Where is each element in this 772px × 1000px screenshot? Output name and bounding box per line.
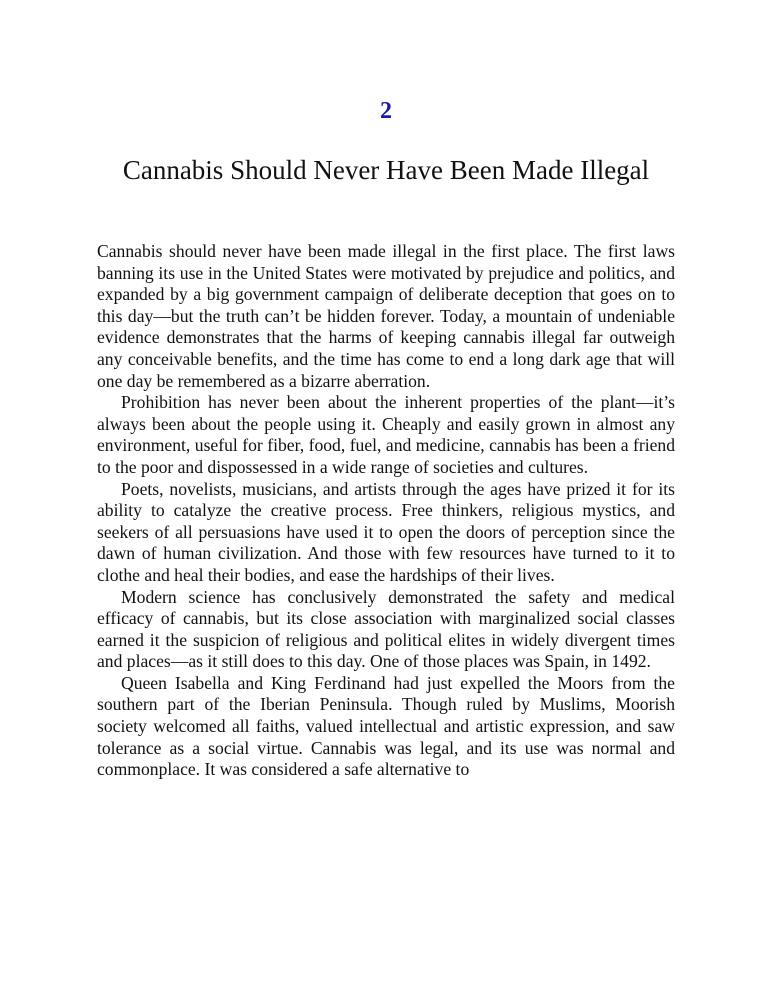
chapter-body: [97, 241, 675, 781]
paragraph: Prohibition has never been about the inherent properties of the plant—it’s always been about the people using it. Cheaply and easily grown in almost any environment, useful for fiber, food, fuel, and medicine, cannabis has been a friend to the poor and dispossessed in a wide range of societies and cultures.: [97, 392, 675, 477]
chapter-title: Cannabis Should Never Have Been Made Illegal: [122, 155, 650, 185]
paragraph: Queen Isabella and King Ferdinand had just expelled the Moors from the southern part of the Iberian Peninsula. Though ruled by Muslims, Moorish society welcomed all faiths, valued intellectual and artistic expression, and saw tolerance as a social virtue. Cannabis was legal, and its use was normal and commonplace. It was considered a safe alternative to: [97, 672, 675, 780]
paragraph: Poets, novelists, musicians, and artists through the ages have prized it for its ability to catalyze the creative process. Free thinkers, religious mystics, and seekers of all persuasions have used it to open the doors of perception since the dawn of human civilization. And those with few resources have turned to it to clothe and heal their bodies, and ease the hardships of their lives.: [97, 478, 675, 585]
paragraph: Cannabis should never have been made illegal in the first place. The first laws banning its use in the United States were motivated by prejudice and politics, and expanded by a big government campaign of deliberate deception that goes on to this day—but the truth can’t be hidden forever. Today, a mountain of undeniable evidence demonstrates that the harms of keeping cannabis illegal far outweigh any conceivable benefits, and the time has come to end a long dark age that will one day be remembered as a bizarre aberration.: [97, 241, 675, 391]
paragraph: Modern science has conclusively demonstrated the safety and medical efficacy of cannabis, but its close association with marginalized social classes earned it the suspicion of religious and political elites in widely divergent times and places—as it still does to this day. One of those places was Spain, in 1492.: [97, 586, 675, 672]
chapter-number: 2: [380, 98, 392, 124]
